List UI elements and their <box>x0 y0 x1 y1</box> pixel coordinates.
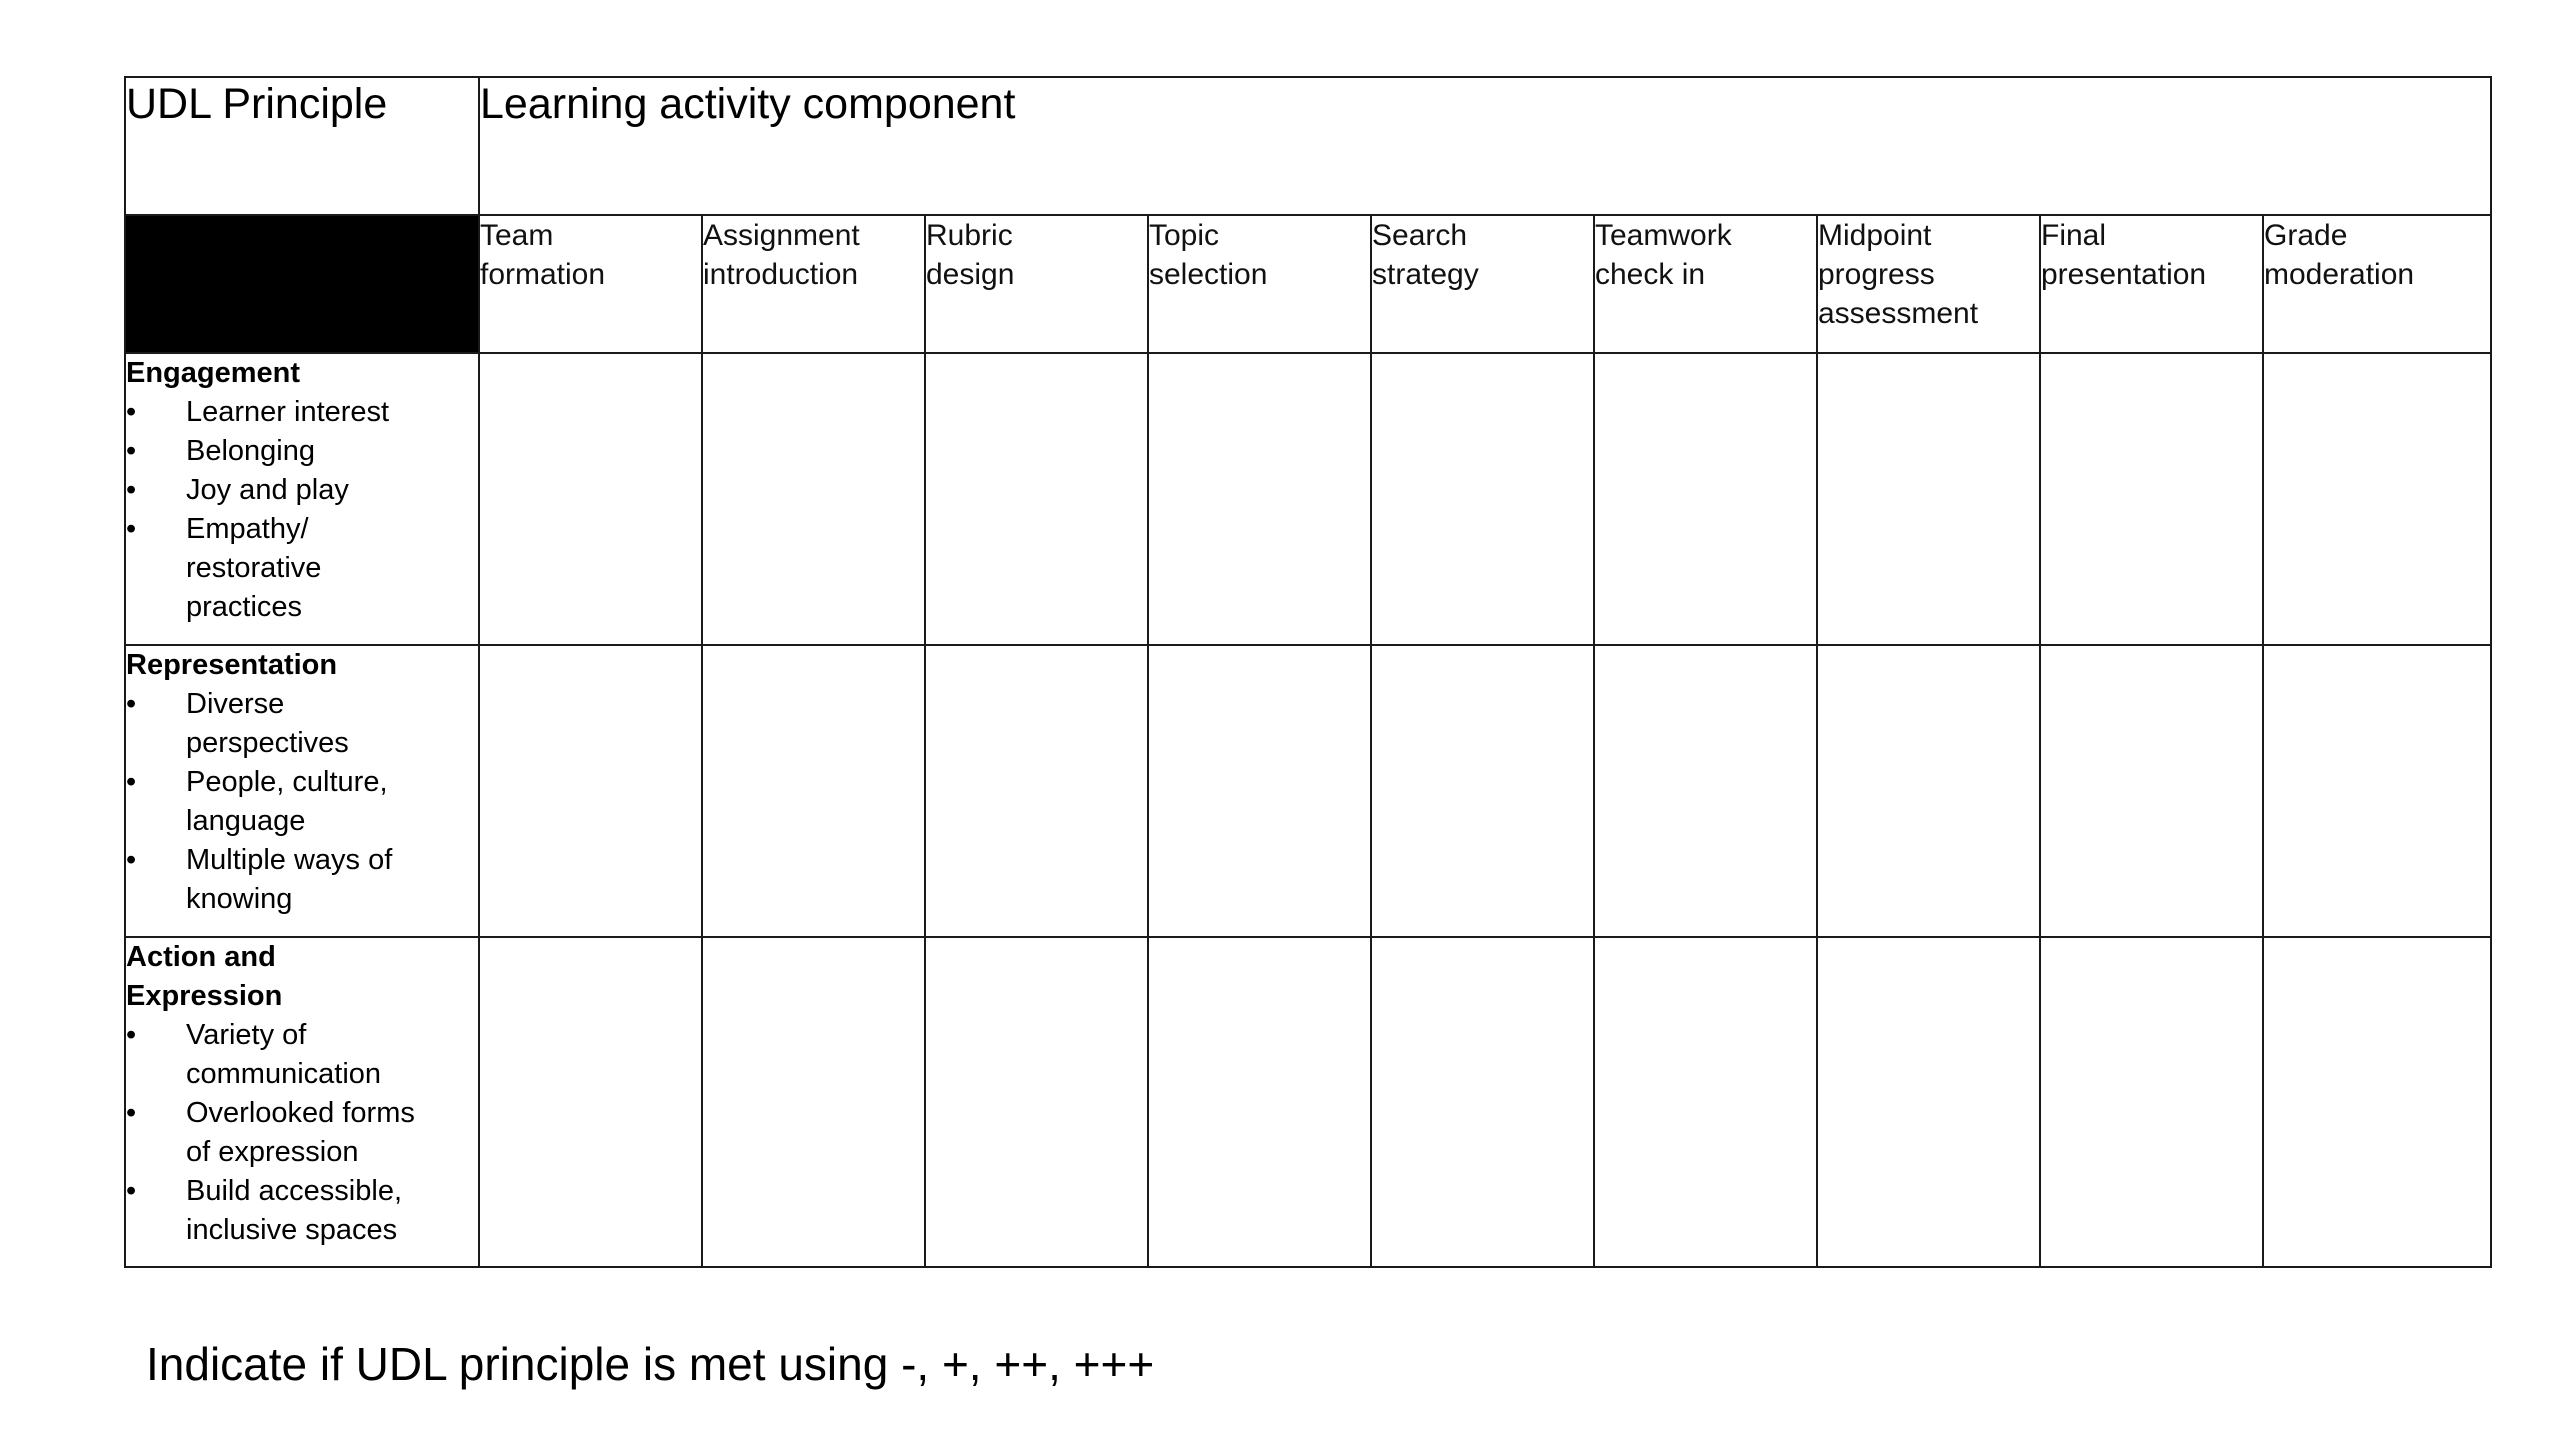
rating-cell[interactable] <box>2040 645 2263 937</box>
footer-note: Indicate if UDL principle is met using -, +, ++, +++ <box>146 1338 1155 1390</box>
column-header-label: Assignment introduction <box>703 219 860 291</box>
rating-cell[interactable] <box>1148 353 1371 645</box>
rating-cell[interactable] <box>1594 645 1817 937</box>
bullet-item: • Belonging <box>126 432 478 471</box>
column-header-assignment-introduction <box>702 215 925 353</box>
column-header-grade-moderation <box>2263 215 2491 353</box>
bullet-item: • Build accessible, inclusive spaces <box>126 1172 446 1250</box>
rating-cell[interactable] <box>702 937 925 1267</box>
bullet-item: • Learner interest <box>126 393 478 432</box>
bullet-item: • Empathy/ restorative practices <box>126 510 366 627</box>
rating-cell[interactable] <box>925 937 1148 1267</box>
rating-cell[interactable] <box>1817 353 2040 645</box>
column-header-label: Search strategy <box>1372 219 1479 291</box>
header-row <box>125 77 2491 215</box>
rating-cell[interactable] <box>1148 645 1371 937</box>
principle-bullets <box>126 393 478 627</box>
rating-cell[interactable] <box>2263 645 2491 937</box>
principle-name: Representation <box>126 649 338 681</box>
rating-cell[interactable] <box>1371 353 1594 645</box>
column-header-label: Grade moderation <box>2264 219 2415 291</box>
rating-cell[interactable] <box>1148 937 1371 1267</box>
principle-row-representation <box>125 645 2491 937</box>
rating-cell[interactable] <box>702 353 925 645</box>
rating-cell[interactable] <box>479 645 702 937</box>
column-header-label: Midpoint progress assessment <box>1818 219 1979 330</box>
bullet-item: • Diverse perspectives <box>126 685 376 763</box>
column-header-label: Teamwork check in <box>1595 219 1732 291</box>
rating-cell[interactable] <box>1594 937 1817 1267</box>
rating-cell[interactable] <box>1371 645 1594 937</box>
rating-cell[interactable] <box>1817 937 2040 1267</box>
column-header-label: Rubric design <box>926 219 1015 291</box>
bullet-item: • Joy and play <box>126 471 478 510</box>
principle-cell-representation <box>125 645 479 937</box>
column-header-label: Final presentation <box>2041 219 2207 291</box>
rating-cell[interactable] <box>2040 937 2263 1267</box>
principle-name: Engagement <box>126 357 301 389</box>
principle-row-engagement <box>125 353 2491 645</box>
rating-cell[interactable] <box>2263 937 2491 1267</box>
column-header-rubric-design <box>925 215 1148 353</box>
corner-header: UDL Principle <box>125 77 479 215</box>
udl-principle-table <box>124 76 2492 1268</box>
rating-cell[interactable] <box>702 645 925 937</box>
rating-cell[interactable] <box>2040 353 2263 645</box>
blank-black-cell <box>125 215 479 353</box>
column-header-team-formation <box>479 215 702 353</box>
rating-cell[interactable] <box>1371 937 1594 1267</box>
rating-cell[interactable] <box>1594 353 1817 645</box>
column-header-topic-selection <box>1148 215 1371 353</box>
bullet-item: • Multiple ways of knowing <box>126 841 426 919</box>
bullet-item: • People, culture, language <box>126 763 416 841</box>
principle-name: Action and Expression <box>126 941 283 1012</box>
column-header-search-strategy <box>1371 215 1594 353</box>
bullet-item: • Overlooked forms of expression <box>126 1094 446 1172</box>
principle-cell-engagement <box>125 353 479 645</box>
group-header: Learning activity component <box>479 77 2491 215</box>
rating-cell[interactable] <box>479 353 702 645</box>
column-header-row <box>125 215 2491 353</box>
column-header-final-presentation <box>2040 215 2263 353</box>
rating-cell[interactable] <box>1817 645 2040 937</box>
bullet-item: • Variety of communication <box>126 1016 416 1094</box>
principle-row-action-and-expression <box>125 937 2491 1267</box>
column-header-label: Topic selection <box>1149 219 1268 291</box>
rating-cell[interactable] <box>2263 353 2491 645</box>
rating-cell[interactable] <box>925 645 1148 937</box>
principle-bullets <box>126 1016 478 1250</box>
principle-cell-action-and-expression <box>125 937 479 1267</box>
column-header-teamwork-check-in <box>1594 215 1817 353</box>
rating-cell[interactable] <box>479 937 702 1267</box>
column-header-midpoint-progress-assessment <box>1817 215 2040 353</box>
rating-cell[interactable] <box>925 353 1148 645</box>
principle-bullets <box>126 685 478 919</box>
column-header-label: Team formation <box>480 219 606 291</box>
